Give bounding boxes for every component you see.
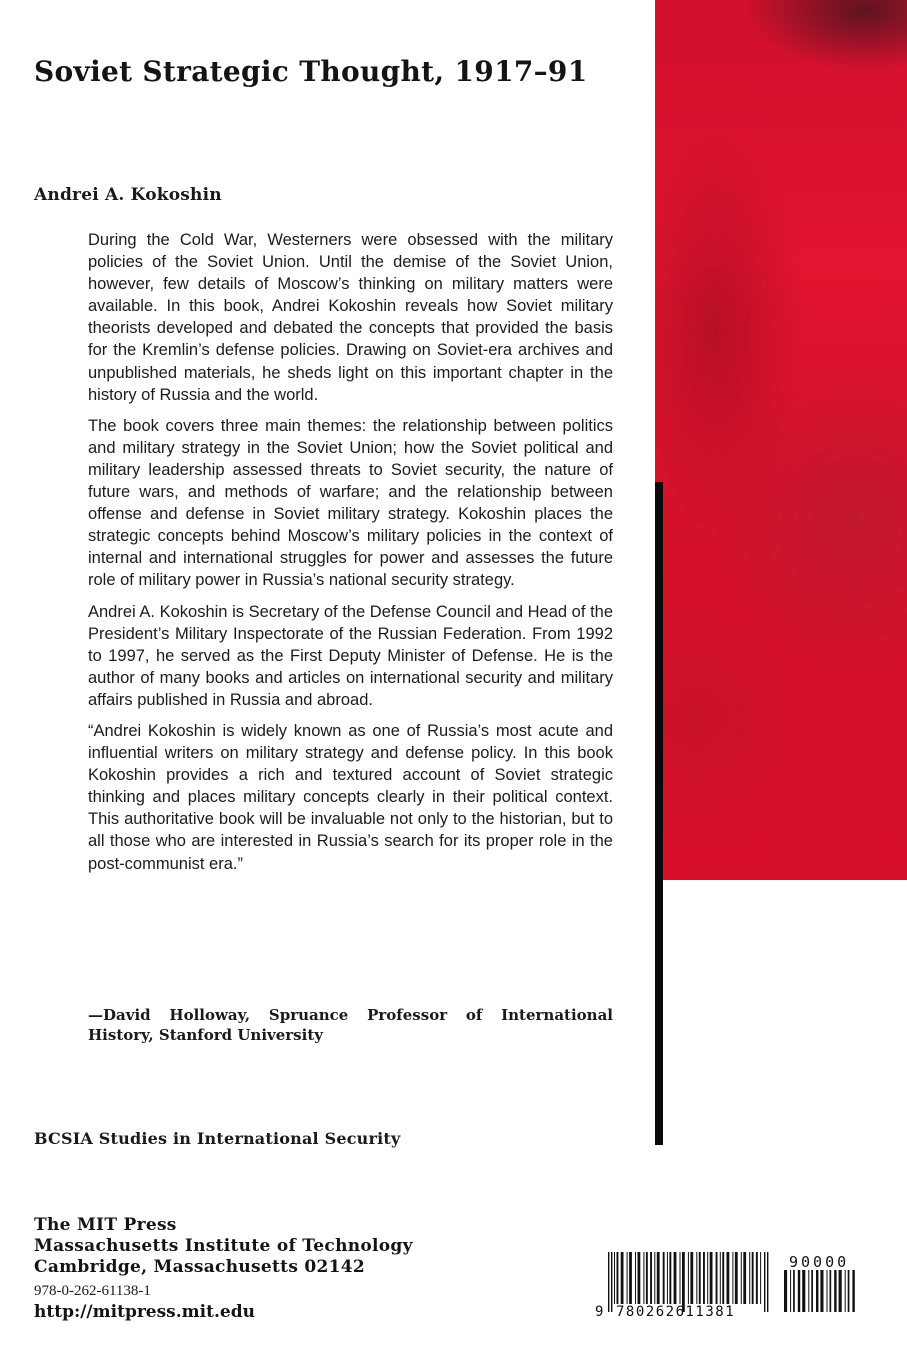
description-paragraph: The book covers three main themes: the relationship between politics and military strategy in the Soviet Union; how the Soviet political and military leadership assessed threats to Soviet security, the nature of future wars, and methods of warfare; and the relationship between offense and defense in Soviet military strategy. Kokoshin places the strategic concepts behind Moscow’s military policies in the context of internal and international struggles for power and assesses the future role of military power in Russia’s national security strategy.: [88, 416, 613, 590]
barcode-bar: [657, 1252, 660, 1304]
barcode-bar: [852, 1270, 854, 1312]
barcode-bar: [839, 1270, 842, 1312]
barcode-bar: [790, 1270, 791, 1312]
author-name: Andrei A. Kokoshin: [34, 185, 222, 205]
barcode-bar: [710, 1252, 713, 1304]
barcode-bar: [654, 1252, 655, 1304]
barcode-bar: [820, 1270, 823, 1312]
barcode-bar: [669, 1252, 671, 1304]
barcode-bar: [743, 1252, 746, 1304]
barcode-bar: [663, 1252, 665, 1304]
barcode-bar: [650, 1252, 652, 1304]
barcode-bar: [830, 1270, 832, 1312]
barcode-digits: 780262611381: [616, 1304, 736, 1320]
barcode-bar: [816, 1270, 818, 1312]
barcode-bar: [614, 1252, 615, 1304]
book-title: Soviet Strategic Thought, 1917–91: [34, 55, 588, 88]
barcode-bar: [749, 1252, 750, 1304]
barcode-bar: [811, 1270, 813, 1312]
barcode-bar: [696, 1252, 697, 1304]
barcode-bar: [727, 1252, 730, 1304]
barcode-bar: [629, 1252, 632, 1304]
barcode-bar: [845, 1270, 846, 1312]
barcode-bar: [688, 1252, 689, 1304]
vertical-black-rule: [655, 482, 663, 1145]
barcode-bar: [798, 1270, 800, 1312]
barcode-bar: [784, 1270, 787, 1312]
barcode-bar: [767, 1252, 768, 1312]
cover-art-red-panel: [655, 0, 907, 880]
series-name: BCSIA Studies in International Security: [34, 1129, 401, 1148]
barcode-bar: [735, 1252, 738, 1304]
barcode-bar: [680, 1252, 681, 1304]
description-paragraph: During the Cold War, Westerners were obsessed with the military policies of the Soviet Union. Until the demise of the Soviet Union, however, few details of Moscow’s thinking on military matters were available. In this book, Andrei Kokoshin reveals how Soviet military theorists developed and debated the concepts that provided the basis for the Kremlin’s defense policies. Drawing on Soviet-era archives and unpublished materials, he sheds light on this important chapter in the history of Russia and the world.: [88, 231, 613, 404]
barcode-addon-digits: 90000: [789, 1253, 850, 1271]
barcode-bar: [732, 1252, 733, 1304]
barcode-bar: [674, 1252, 677, 1304]
publisher-url[interactable]: http://mitpress.mit.edu: [34, 1302, 255, 1322]
barcode-bar: [682, 1252, 685, 1312]
barcode-bar: [617, 1252, 619, 1304]
barcode-bar: [764, 1252, 765, 1312]
barcode-bar: [808, 1270, 809, 1312]
quote-attribution: —David Holloway, Spruance Professor of International History, Stanford University: [88, 1006, 613, 1044]
publisher-name: The MIT Press: [34, 1215, 177, 1235]
barcode-bar: [627, 1252, 628, 1304]
barcode-bar: [608, 1252, 609, 1312]
barcode-bar: [720, 1252, 721, 1304]
publisher-block: [34, 1215, 413, 1278]
barcode-bar: [848, 1270, 850, 1312]
barcode-bar: [707, 1252, 708, 1304]
book-description: [88, 229, 613, 884]
author-bio-paragraph: Andrei A. Kokoshin is Secretary of the Defense Council and Head of the President’s Military Inspectorate of the Russian Federation. From 1992 to 1997, he served as the First Deputy Minister of Defense. He is the author of many books and articles on international security and military affairs published in Russia and abroad.: [88, 602, 613, 709]
barcode-bar: [793, 1270, 795, 1312]
barcode-bar: [760, 1252, 761, 1304]
barcode-bar: [635, 1252, 636, 1304]
barcode-bar: [802, 1270, 805, 1312]
barcode-bar: [611, 1252, 612, 1312]
barcode-bar: [643, 1252, 644, 1304]
barcode-bar: [699, 1252, 701, 1304]
barcode-bar: [722, 1252, 724, 1304]
barcode-bar: [756, 1252, 758, 1304]
barcode: [594, 1252, 864, 1322]
barcode-bar: [716, 1252, 718, 1304]
isbn-number: 978-0-262-61138-1: [34, 1283, 151, 1299]
barcode-bar: [752, 1252, 754, 1304]
barcode-bar: [638, 1252, 641, 1304]
barcode-first-digit: 9: [595, 1304, 604, 1320]
review-quote: “Andrei Kokoshin is widely known as one of Russia’s most acute and influential writers on military strategy and defense policy. In this book Kokoshin provides a rich and textured account of Soviet strategic thinking and places military concepts clearly in their political context. This authoritative book will be invaluable not only to the historian, but to all those who are interested in Russia’s search for its proper role in the post-communist era.”: [88, 721, 613, 873]
barcode-bar: [646, 1252, 648, 1304]
barcode-bar: [703, 1252, 705, 1304]
barcode-bar: [834, 1270, 836, 1312]
barcode-bar: [690, 1252, 693, 1304]
barcode-bar: [621, 1252, 624, 1304]
barcode-bar: [827, 1270, 828, 1312]
publisher-location: Cambridge, Massachusetts 02142: [34, 1257, 366, 1277]
barcode-bar: [741, 1252, 742, 1304]
barcode-bar: [667, 1252, 668, 1304]
publisher-institution: Massachusetts Institute of Technology: [34, 1236, 413, 1256]
